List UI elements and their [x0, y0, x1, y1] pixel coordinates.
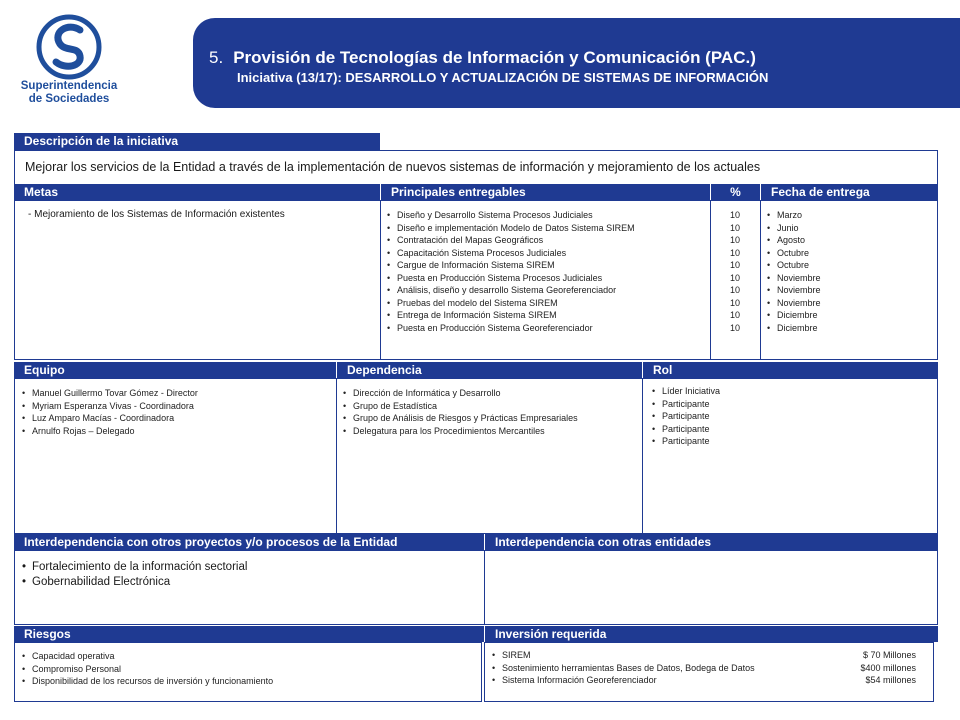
fecha-item: • Diciembre	[767, 309, 821, 322]
divider	[760, 200, 761, 360]
dependencia-item: • Dirección de Informática y Desarrollo	[343, 387, 578, 400]
inversion-item-name	[492, 674, 657, 687]
rol-item: • Participante	[652, 410, 720, 423]
logo-line-2: de Sociedades	[28, 93, 110, 105]
riesgo-item: • Capacidad operativa	[22, 650, 273, 663]
fechas-list	[767, 209, 821, 334]
entregable-item: • Diseño y Desarrollo Sistema Procesos Judiciales	[387, 209, 635, 222]
divider	[336, 378, 337, 534]
entregable-item: • Cargue de Información Sistema SIREM	[387, 259, 635, 272]
riesgo-item: • Disponibilidad de los recursos de inversión y funcionamiento	[22, 675, 273, 688]
inversion-header: Inversión requerida	[484, 626, 938, 642]
descripcion-text: Mejorar los servicios de la Entidad a través de la implementación de nuevos sistemas de información y mejoramiento de los actuales	[25, 160, 761, 174]
fecha-header: Fecha de entrega	[760, 184, 938, 200]
rol-item: • Participante	[652, 435, 720, 448]
equipo-header: Equipo	[14, 362, 336, 378]
rol-item: • Participante	[652, 423, 720, 436]
inversion-row	[492, 649, 916, 662]
interdep-item: • Fortalecimiento de la información sectorial	[22, 560, 247, 575]
porcentaje-header: %	[710, 184, 760, 200]
descripcion-header: Descripción de la iniciativa	[14, 133, 380, 150]
riesgos-header: Riesgos	[14, 626, 484, 642]
divider	[642, 378, 643, 534]
fecha-item: • Noviembre	[767, 284, 821, 297]
fecha-item: • Octubre	[767, 259, 821, 272]
descripcion-box	[14, 150, 938, 185]
inversion-amount: $400 millones	[860, 662, 916, 673]
entregable-item: • Contratación del Mapas Geográficos	[387, 234, 635, 247]
interdep-entidad-header: Interdependencia con otros proyectos y/o procesos de la Entidad	[14, 534, 484, 550]
dependencia-header: Dependencia	[336, 362, 642, 378]
riesgo-item: • Compromiso Personal	[22, 663, 273, 676]
metas-text: - Mejoramiento de los Sistemas de Información existentes	[28, 209, 285, 220]
title-text: Provisión de Tecnologías de Información y Comunicación (PAC.)	[233, 48, 756, 67]
rol-item: • Líder Iniciativa	[652, 385, 720, 398]
dependencia-item: • Grupo de Análisis de Riesgos y Prácticas Empresariales	[343, 412, 578, 425]
porcentaje-value: 10	[729, 310, 740, 320]
metas-header: Metas	[14, 184, 380, 200]
section-number: 5.	[209, 48, 224, 67]
inversion-item-name	[492, 649, 531, 662]
entregable-item: • Análisis, diseño y desarrollo Sistema Georeferenciador	[387, 284, 635, 297]
logo	[14, 14, 124, 114]
inversion-list	[492, 649, 916, 687]
porcentaje-value: 10	[729, 322, 740, 333]
entregable-item: • Puesta en Producción Sistema Georeferenciador	[387, 322, 635, 335]
equipo-item: • Manuel Guillermo Tovar Gómez - Director	[22, 387, 198, 400]
porcentaje-value: 10	[729, 260, 740, 270]
inversion-amount: $ 70 Millones	[862, 650, 916, 660]
riesgos-list	[22, 650, 273, 688]
fecha-item: • Noviembre	[767, 272, 821, 285]
porcentaje-list	[711, 209, 759, 334]
interdep-otras-header: Interdependencia con otras entidades	[484, 534, 938, 550]
entregable-item: • Diseño e implementación Modelo de Datos Sistema SIREM	[387, 222, 635, 235]
interdep-item: • Gobernabilidad Electrónica	[22, 575, 247, 590]
dependencia-item: • Delegatura para los Procedimientos Mercantiles	[343, 425, 578, 438]
inversion-row	[492, 674, 916, 687]
fecha-item: • Marzo	[767, 209, 821, 222]
inversion-name: SIREM	[502, 650, 531, 660]
inversion-item-name	[492, 662, 755, 675]
porcentaje-value: 10	[729, 210, 740, 220]
porcentaje-value: 10	[729, 285, 740, 295]
inversion-row	[492, 662, 916, 675]
fecha-item: • Junio	[767, 222, 821, 235]
fecha-item: • Octubre	[767, 247, 821, 260]
fecha-item: • Noviembre	[767, 297, 821, 310]
page-subtitle: Iniciativa (13/17): DESARROLLO Y ACTUALIZACIÓN DE SISTEMAS DE INFORMACIÓN	[237, 70, 769, 85]
inversion-name: Sistema Información Georeferenciador	[502, 675, 657, 685]
rol-list	[652, 385, 720, 448]
porcentaje-value: 10	[729, 272, 740, 283]
entregables-list	[387, 209, 635, 334]
equipo-item: • Arnulfo Rojas – Delegado	[22, 425, 198, 438]
bullet-icon: •	[492, 650, 496, 660]
divider	[484, 550, 485, 625]
entregable-item: • Puesta en Producción Sistema Procesos Judiciales	[387, 272, 635, 285]
porcentaje-value: 10	[729, 247, 740, 258]
porcentaje-value: 10	[729, 222, 740, 233]
inversion-name: Sostenimiento herramientas Bases de Datos, Bodega de Datos	[502, 662, 755, 673]
rol-header: Rol	[642, 362, 938, 378]
entregables-header: Principales entregables	[380, 184, 710, 200]
dependencia-item: • Grupo de Estadística	[343, 400, 578, 413]
entregable-item: • Entrega de Información Sistema SIREM	[387, 309, 635, 322]
superintendencia-logo-icon	[34, 14, 104, 80]
equipo-item: • Myriam Esperanza Vivas - Coordinadora	[22, 400, 198, 413]
fecha-item: • Diciembre	[767, 322, 821, 335]
porcentaje-value: 10	[729, 297, 740, 308]
porcentaje-value: 10	[729, 235, 740, 245]
page-title	[209, 48, 756, 68]
logo-line-1: Superintendencia	[20, 80, 118, 92]
rol-item: • Participante	[652, 398, 720, 411]
title-banner	[193, 18, 960, 108]
fecha-item: • Agosto	[767, 234, 821, 247]
interdep-entidad-list	[22, 560, 247, 590]
equipo-list	[22, 387, 198, 437]
divider	[380, 200, 381, 360]
bullet-icon: •	[492, 662, 496, 673]
dependencia-list	[343, 387, 578, 437]
entregable-item: • Capacitación Sistema Procesos Judiciales	[387, 247, 635, 260]
inversion-amount: $54 millones	[865, 675, 916, 685]
entregable-item: • Pruebas del modelo del Sistema SIREM	[387, 297, 635, 310]
bullet-icon: •	[492, 675, 496, 685]
equipo-item: • Luz Amparo Macías - Coordinadora	[22, 412, 198, 425]
